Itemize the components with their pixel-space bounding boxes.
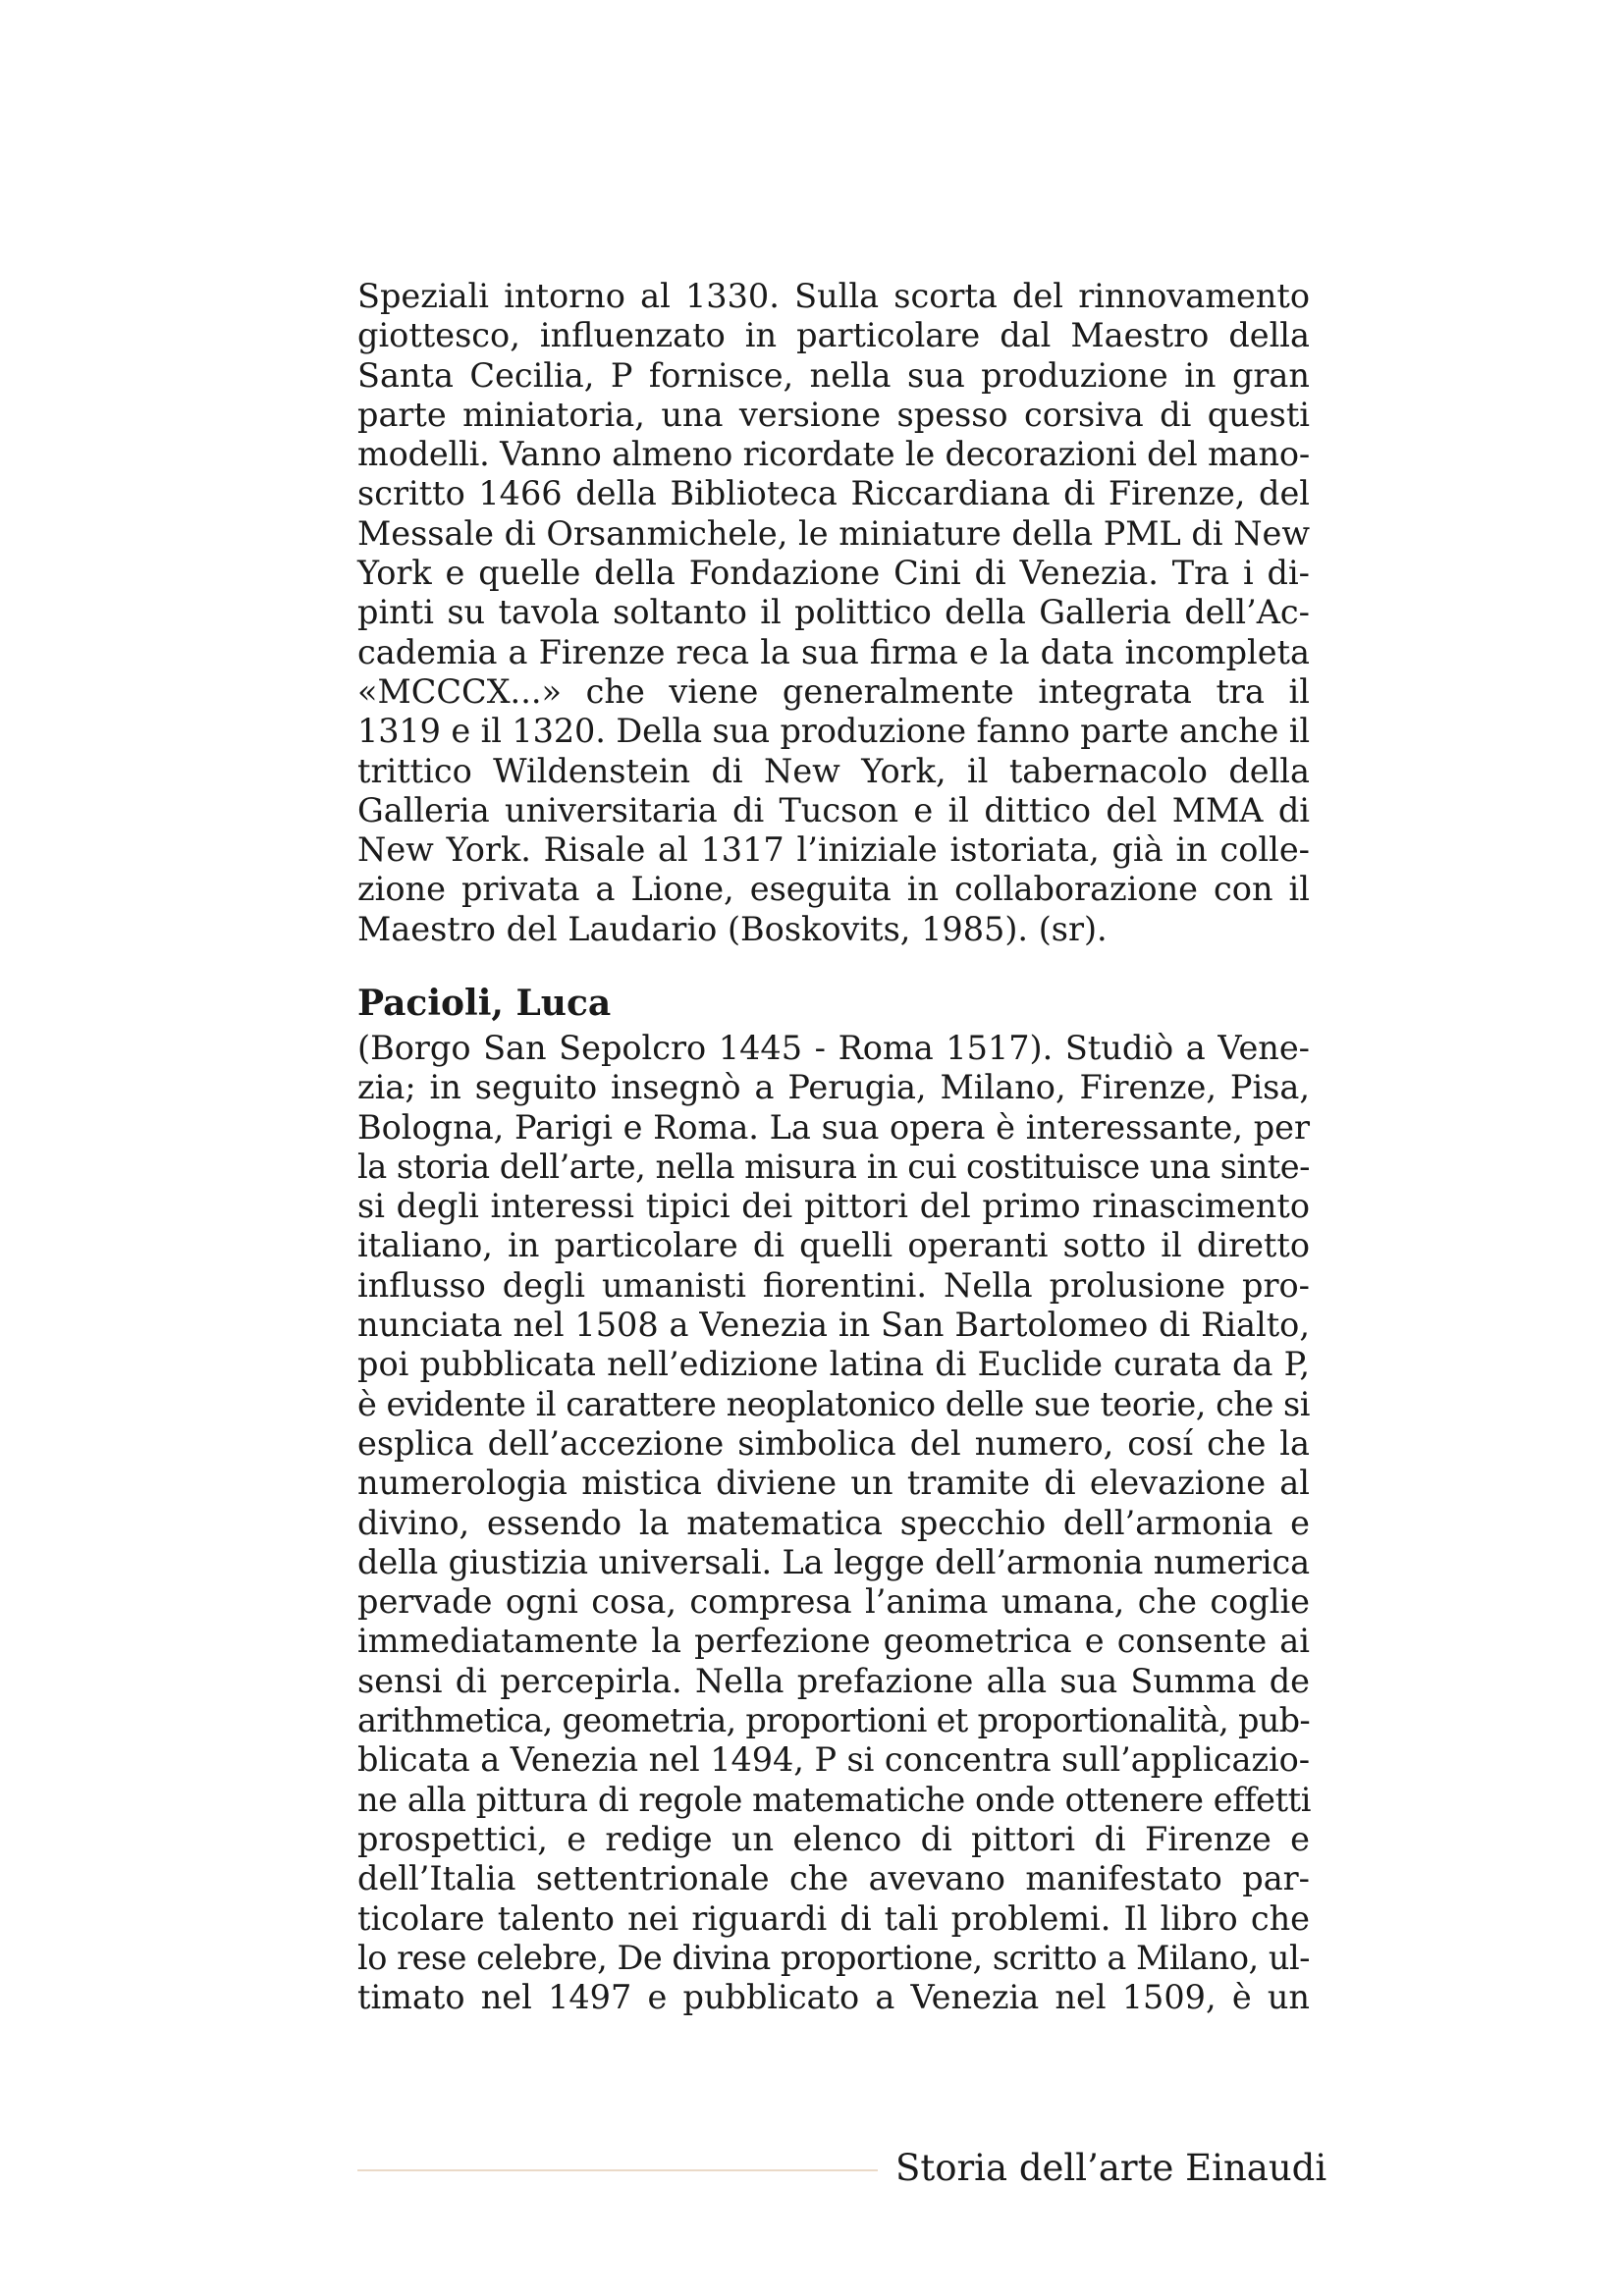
text-line: parte miniatoria, una versione spesso corsiva di questi — [357, 395, 1310, 434]
text-line: cademia a Firenze reca la sua firma e la data incompleta — [357, 632, 1310, 671]
text-line: la storia dell’arte, nella misura in cui costituisce una sinte- — [357, 1147, 1310, 1186]
text-line: modelli. Vanno almeno ricordate le decorazioni del mano- — [357, 435, 1310, 474]
text-line: (Borgo San Sepolcro 1445 - Roma 1517). Studiò a Vene- — [357, 1029, 1310, 1067]
text-line: influsso degli umanisti fiorentini. Nella prolusione pro- — [357, 1265, 1310, 1305]
entry-heading: Pacioli, Luca — [357, 983, 612, 1024]
text-line: giottesco, influenzato in particolare dal Maestro della — [357, 316, 1310, 355]
footer-divider — [357, 2169, 878, 2171]
text-line: sensi di percepirla. Nella prefazione alla sua Summa de — [357, 1661, 1310, 1700]
text-line: timato nel 1497 e pubblicato a Venezia nel 1509, è un — [357, 1978, 1310, 2017]
entry-text — [357, 1029, 1310, 2017]
text-line: esplica dell’accezione simbolica del numero, cosí che la — [357, 1423, 1310, 1463]
text-line: numerologia mistica diviene un tramite di elevazione al — [357, 1464, 1310, 1503]
text-line: scritto 1466 della Biblioteca Riccardiana di Firenze, del — [357, 474, 1310, 513]
text-line: si degli interessi tipici dei pittori del primo rinascimento — [357, 1187, 1310, 1226]
text-line: nunciata nel 1508 a Venezia in San Bartolomeo di Rialto, — [357, 1306, 1310, 1345]
text-line: 1319 e il 1320. Della sua produzione fanno parte anche il — [357, 712, 1310, 751]
text-line: New York. Risale al 1317 l’iniziale istoriata, già in colle- — [357, 830, 1310, 870]
entry-continued-text — [357, 277, 1310, 949]
text-line: della giustizia universali. La legge dell’armonia numerica — [357, 1542, 1311, 1581]
text-line: zia; in seguito insegnò a Perugia, Milano, Firenze, Pisa, — [357, 1068, 1310, 1107]
text-line: «MCCCX...» che viene generalmente integrata tra il — [357, 671, 1310, 711]
text-line: ticolare talento nei riguardi di tali problemi. Il libro che — [357, 1898, 1310, 1938]
text-line: Maestro del Laudario (Boskovits, 1985). (sr). — [357, 909, 1108, 948]
text-line: è evidente il carattere neoplatonico delle sue teorie, che si — [357, 1384, 1310, 1423]
text-line: arithmetica, geometria, proportioni et proportionalità, pub- — [357, 1701, 1310, 1740]
text-line: poi pubblicata nell’edizione latina di Euclide curata da P, — [357, 1345, 1310, 1384]
text-line: Speziali intorno al 1330. Sulla scorta del rinnovamento — [357, 277, 1310, 315]
text-line: pinti su tavola soltanto il polittico della Galleria dell’Ac- — [357, 593, 1310, 632]
text-line: zione privata a Lione, eseguita in collaborazione con il — [357, 870, 1310, 909]
text-line: Messale di Orsanmichele, le miniature della PML di New — [357, 513, 1310, 553]
text-line: Galleria universitaria di Tucson e il dittico del MMA di — [357, 790, 1310, 829]
text-line: pervade ogni cosa, compresa l’anima umana, che coglie — [357, 1582, 1310, 1622]
footer-title: Storia dell’arte Einaudi — [895, 2147, 1327, 2189]
text-line: dell’Italia settentrionale che avevano manifestato par- — [357, 1859, 1310, 1898]
text-line: trittico Wildenstein di New York, il tabernacolo della — [357, 751, 1310, 790]
text-line: immediatamente la perfezione geometrica e consente ai — [357, 1622, 1310, 1661]
text-line: italiano, in particolare di quelli operanti sotto il diretto — [357, 1226, 1310, 1265]
text-line: Santa Cecilia, P fornisce, nella sua produzione in gran — [357, 355, 1310, 395]
text-line: blicata a Venezia nel 1494, P si concentra sull’applicazio- — [357, 1740, 1310, 1780]
text-line: lo rese celebre, De divina proportione, scritto a Milano, ul- — [357, 1938, 1310, 1977]
text-line: ne alla pittura di regole matematiche onde ottenere effetti — [357, 1780, 1311, 1819]
text-line: divino, essendo la matematica specchio dell’armonia e — [357, 1503, 1310, 1542]
text-line: prospettici, e redige un elenco di pittori di Firenze e — [357, 1819, 1310, 1858]
text-line: Bologna, Parigi e Roma. La sua opera è interessante, per — [357, 1107, 1310, 1147]
text-line: York e quelle della Fondazione Cini di Venezia. Tra i di- — [357, 554, 1310, 593]
